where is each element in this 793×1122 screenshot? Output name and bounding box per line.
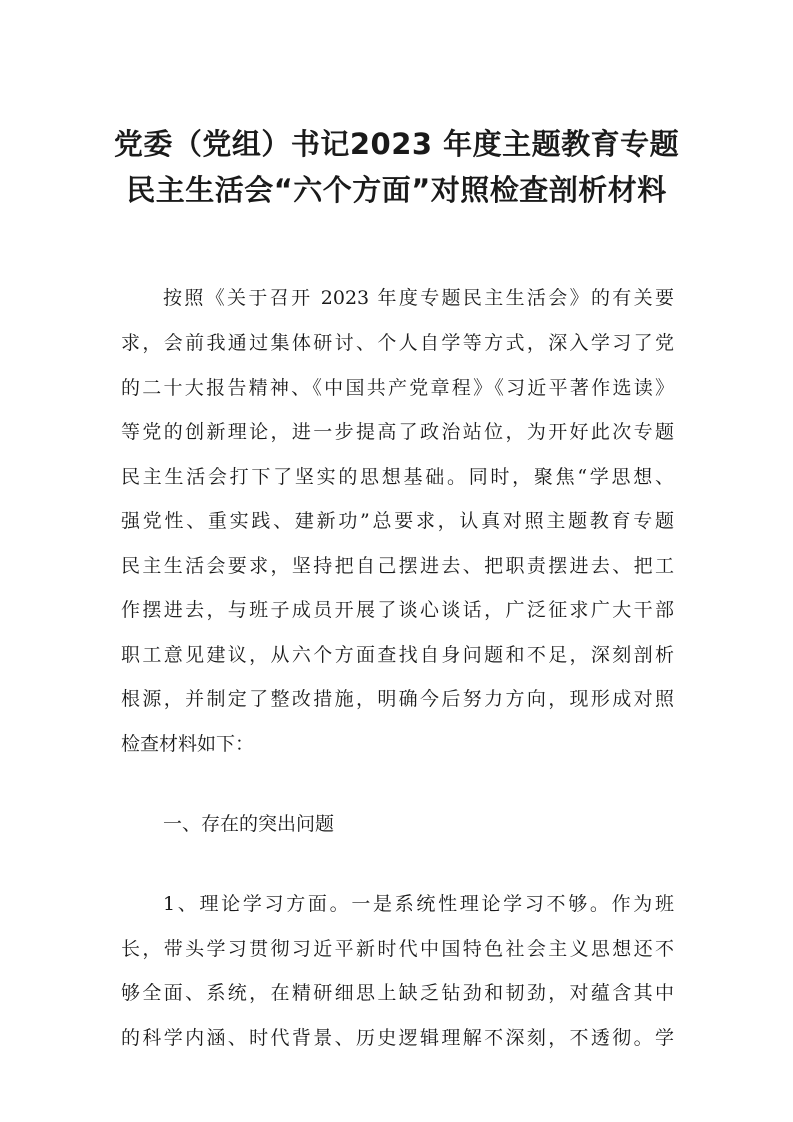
paragraph-line: 强党性、重实践、建新功”总要求，认真对照主题教育专题 xyxy=(121,510,674,532)
paragraph-line: 长，带头学习贯彻习近平新时代中国特色社会主义思想还不 xyxy=(121,938,674,960)
paragraph-line: 民主生活会打下了坚实的思想基础。同时，聚焦“学思想、 xyxy=(121,466,674,488)
paragraph-line: 按照《关于召开 2023 年度专题民主生活会》的有关要 xyxy=(163,287,674,309)
paragraph-line: 根源，并制定了整改措施，明确今后努力方向，现形成对照 xyxy=(121,688,674,710)
document-title-line-1: 党委（党组）书记2023 年度主题教育专题 xyxy=(113,127,680,161)
section-heading: 一、存在的突出问题 xyxy=(163,813,335,835)
paragraph-line: 够全面、系统，在精研细思上缺乏钻劲和韧劲，对蕴含其中 xyxy=(121,982,674,1004)
paragraph-line: 等党的创新理论，进一步提高了政治站位，为开好此次专题 xyxy=(121,421,674,443)
paragraph-line: 1、理论学习方面。一是系统性理论学习不够。作为班 xyxy=(163,893,674,915)
document-title-line-2: 民主生活会“六个方面”对照检查剖析材料 xyxy=(126,173,667,207)
paragraph-line: 求，会前我通过集体研讨、个人自学等方式，深入学习了党 xyxy=(121,332,674,354)
paragraph-line: 民主生活会要求，坚持把自己摆进去、把职责摆进去、把工 xyxy=(121,555,674,577)
paragraph-line: 作摆进去，与班子成员开展了谈心谈话，广泛征求广大干部 xyxy=(121,599,674,621)
paragraph-line: 的科学内涵、时代背景、历史逻辑理解不深刻，不透彻。学 xyxy=(121,1027,674,1049)
paragraph-line: 的二十大报告精神、《中国共产党章程》《习近平著作选读》 xyxy=(121,377,674,399)
paragraph-line: 检查材料如下： xyxy=(121,733,255,755)
paragraph-line: 职工意见建议，从六个方面查找自身问题和不足，深刻剖析 xyxy=(121,644,674,666)
